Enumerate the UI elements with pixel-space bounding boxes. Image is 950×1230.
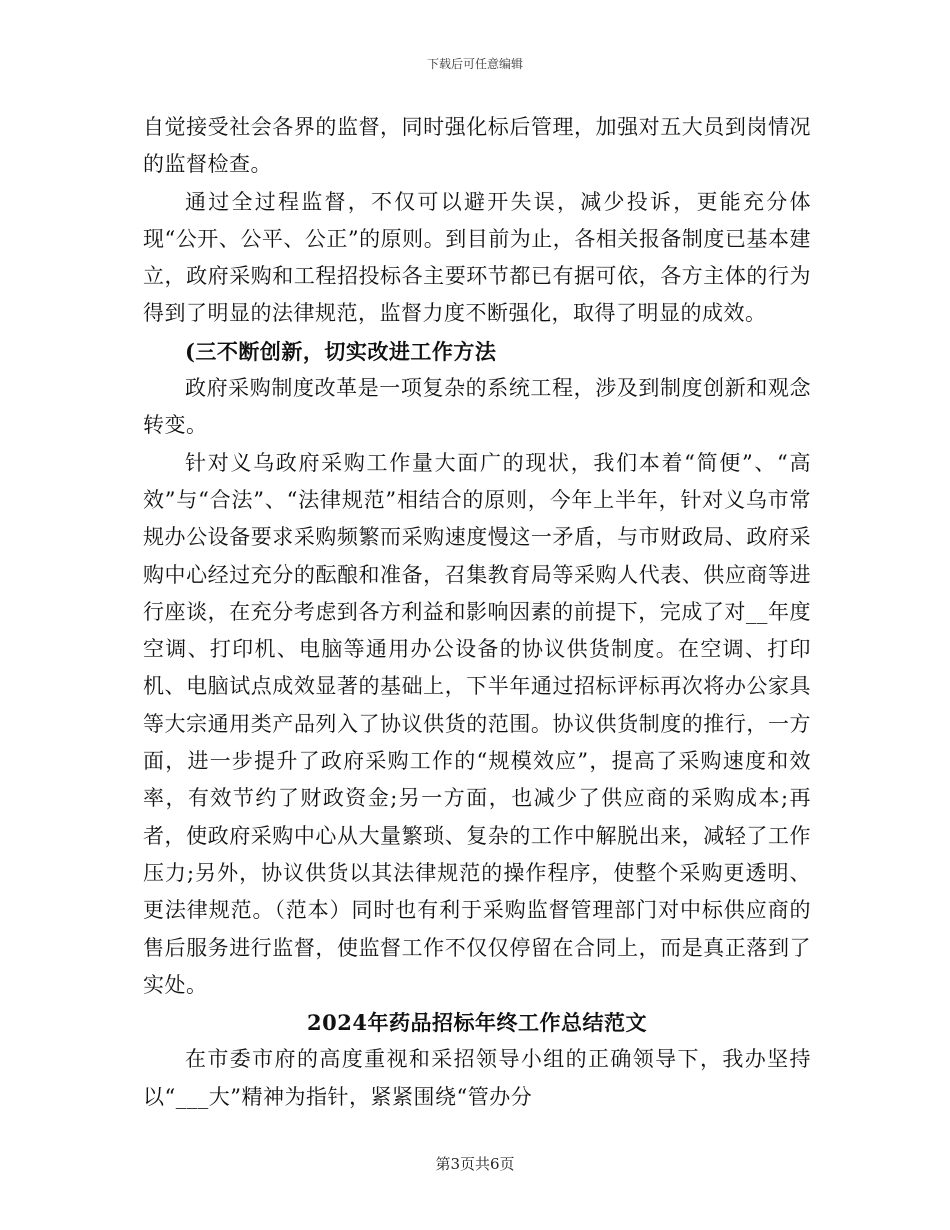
- paragraph-continuation: 自觉接受社会各界的监督，同时强化标后管理，加强对五大员到岗情况的监督检查。: [143, 115, 811, 177]
- paragraph-reform: 政府采购制度改革是一项复杂的系统工程，涉及到制度创新和观念转变。: [143, 376, 811, 438]
- page-footer: 第3页共6页: [435, 1155, 515, 1173]
- document-title: 2024年药品招标年终工作总结范文: [307, 1010, 647, 1036]
- section-heading-innovation: (三不断创新，切实改进工作方法: [185, 338, 497, 364]
- paragraph-agreement-supply: 针对义乌政府采购工作量大面广的现状，我们本着“简便”、“高效”与“合法”、“法律规范”相结合的原则，今年上半年，针对义乌市常规办公设备要求采购频繁而采购速度慢这一矛盾，与市财政局、政府采购中心经过充分的酝酿和准备，召集教育局等采购人代表、供应商等进行座谈，在充分考虑到各方利益和影响因素的前提下，完成了对__年度空调、打印机、电脑等通用办公设备的协议供货制度。在空调、打印机、电脑试点成效显著的基础上，下半年通过招标评标再次将办公家具等大宗通用类产品列入了协议供货的范围。协议供货制度的推行，一方面，进一步提升了政府采购工作的“规模效应”，提高了采购速度和效率，有效节约了财政资金;另一方面，也减少了供应商的采购成本;再者，使政府采购中心从大量繁琐、复杂的工作中解脱出来，减轻了工作压力;另外，协议供货以其法律规范的操作程序，使整个采购更透明、更法律规范。（范本）同时也有利于采购监督管理部门对中标供应商的售后服务进行监督，使监督工作不仅仅停留在合同上，而是真正落到了实处。: [143, 450, 811, 997]
- document-body: [143, 109, 811, 1116]
- paragraph-intro: 在市委市府的高度重视和采招领导小组的正确领导下，我办坚持以“___大”精神为指针，紧紧围绕“管办分: [143, 1047, 811, 1109]
- page-header: 下载后可任意编辑: [426, 57, 523, 71]
- paragraph-supervision-result: 通过全过程监督，不仅可以避开失误，减少投诉，更能充分体现“公开、公平、公正”的原则。到目前为止，各相关报备制度已基本建立，政府采购和工程招投标各主要环节都已有据可依，各方主体的行为得到了明显的法律规范，监督力度不断强化，取得了明显的成效。: [143, 189, 811, 326]
